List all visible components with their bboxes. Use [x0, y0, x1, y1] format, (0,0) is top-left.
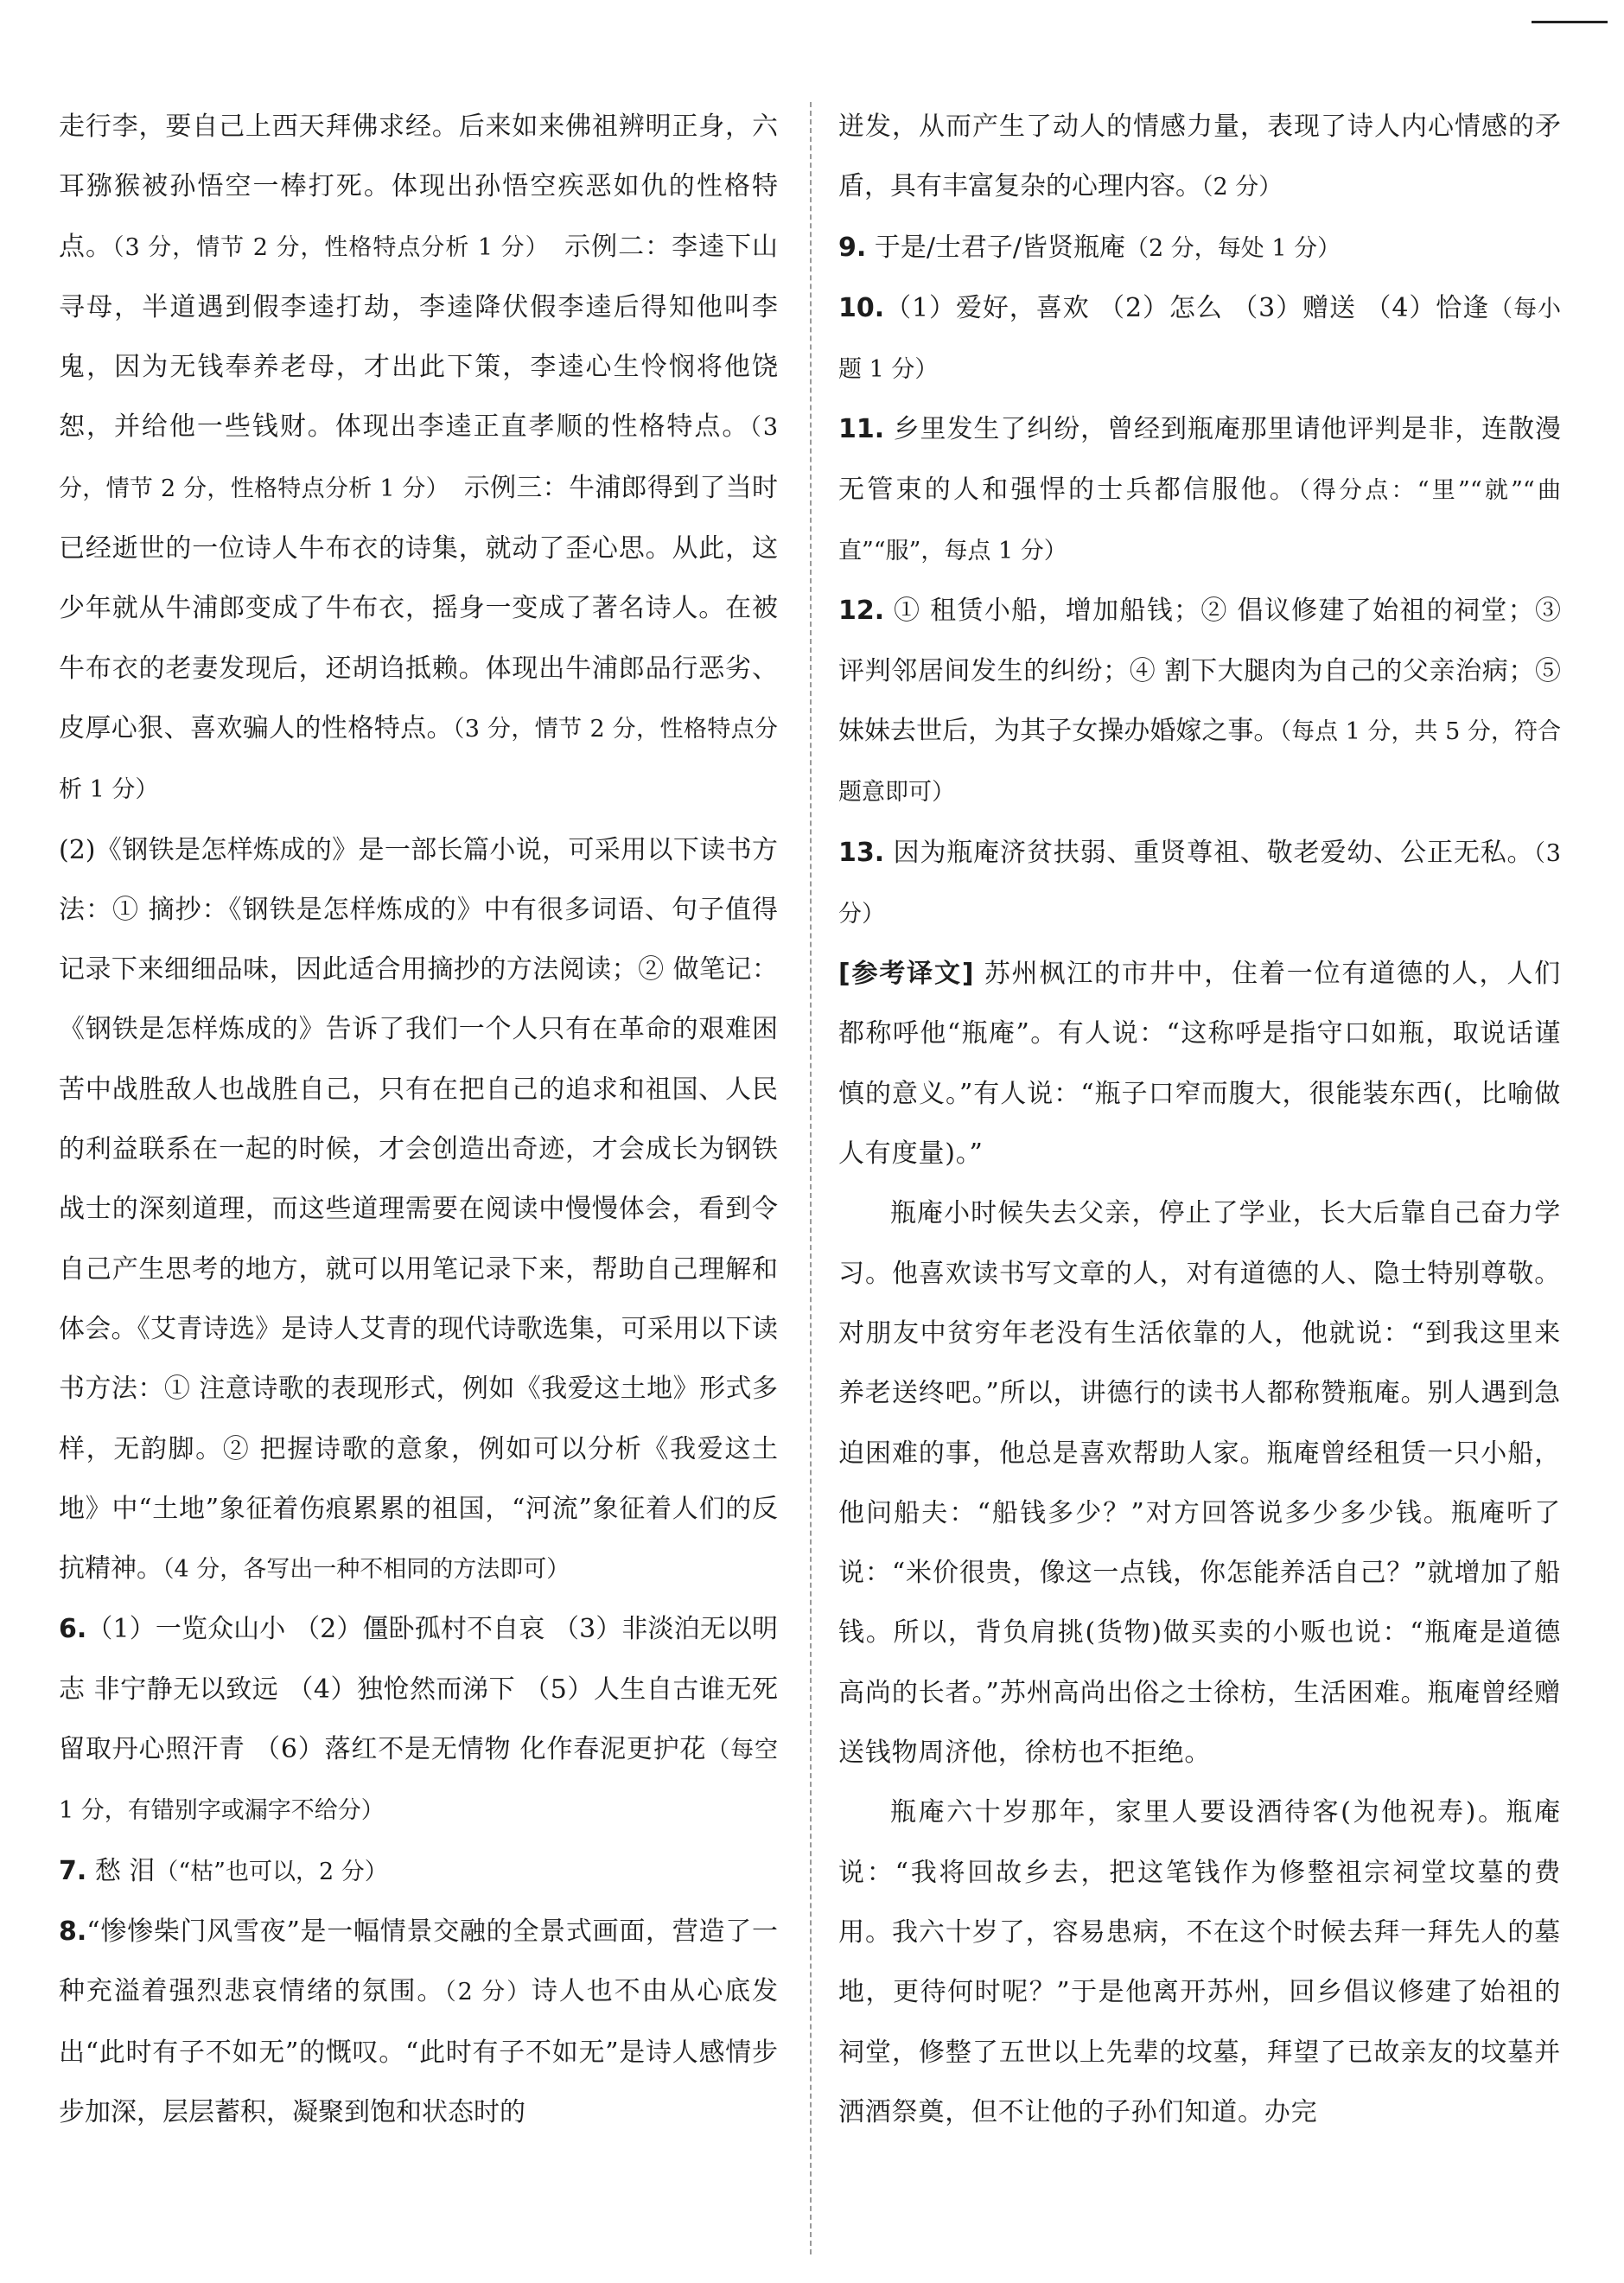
reference-translation-p2: 瓶庵小时候失去父亲，停止了学业，长大后靠自己奋力学习。他喜欢读书写文章的人，对有道德的人、隐士特别尊敬。对朋友中贫穷年老没有生活依靠的人，他就说：“到我这里来养老送终吧。”所以，讲德行的读书人都称赞瓶庵。别人遇到急迫困难的事，他总是喜欢帮助人家。瓶庵曾经租赁一只小船，他问船夫：“船钱多少？”对方回答说多少多少钱。瓶庵听了说：“米价很贵，像这一点钱，你怎能养活自己？”就增加了船钱。所以，背负肩挑(货物)做买卖的小贩也说：“瓶庵是道德高尚的长者。”苏州高尚出俗之士徐枋，生活困难。瓶庵曾经赠送钱物周济他，徐枋也不拒绝。 — [838, 1198, 1561, 1769]
answer-8-cont: 迸发，从而产生了动人的情感力量，表现了诗人内心情感的矛盾，具有丰富复杂的心理内容。（2 分） — [838, 112, 1561, 202]
column-divider — [810, 102, 812, 2254]
top-rule — [1532, 21, 1608, 23]
answer-12: 12. ① 租赁小船，增加船钱；② 倡议修建了始祖的祠堂；③ 评判邻居间发生的纠纷；④ 割下大腿肉为自己的父亲治病；⑤ 妹妹去世后，为其子女操办婚嫁之事。（每点 1 分，共 5 分，符合题意即可） — [838, 596, 1562, 807]
answer-5-2: (2)《钢铁是怎样炼成的》是一部长篇小说，可采用以下读书方法：① 摘抄：《钢铁是怎样炼成的》中有很多词语、句子值得记录下来细细品味，因此适合用摘抄的方法阅读；② 做笔记：《钢铁是怎样炼成的》告诉了我们一个人只有在革命的艰难困苦中战胜敌人也战胜自己，只有在把自己的追求和祖国、人民的利益联系在一起的时候，才会创造出奇迹，才会成长为钢铁战士的深刻道理，而这些道理需要在阅读中慢慢体会，看到令自己产生思考的地方，就可以用笔记录下来，帮助自己理解和体会。《艾青诗选》是诗人艾青的现代诗歌选集，可采用以下读书方法：① 注意诗歌的表现形式，例如《我爱这土地》形式多样，无韵脚。② 把握诗歌的意象，例如可以分析《我爱这土地》中“土地”象征着伤痕累累的祖国，“河流”象征着人们的反抗精神。（4 分，各写出一种不相同的方法即可） — [59, 834, 778, 1585]
reference-translation-p3: 瓶庵六十岁那年，家里人要设酒待客(为他祝寿)。瓶庵说：“我将回故乡去，把这笔钱作为修整祖宗祠堂坟墓的费用。我六十岁了，容易患病，不在这个时候去拜一拜先人的墓地，更待何时呢？”于是他离开苏州，回乡倡议修建了始祖的祠堂，修整了五世以上先辈的坟墓，拜望了已故亲友的坟墓并洒酒祭奠，但不让他的子孙们知道。办完 — [838, 1797, 1561, 2127]
reference-translation-label: [参考译文] — [838, 959, 975, 990]
answer-10: 10.（1）爱好，喜欢 （2）怎么 （3）赠送 （4）恰逢（每小题 1 分） — [838, 292, 1561, 384]
left-column — [59, 97, 778, 2142]
answer-13: 13. 因为瓶庵济贫扶弱、重贤尊祖、敬老爱幼、公正无私。（3 分） — [838, 837, 1561, 928]
answer-9: 9. 于是/士君子/皆贤瓶庵（2 分，每处 1 分） — [838, 232, 1341, 263]
reference-translation-p1: [参考译文] 苏州枫江的市井中，住着一位有道德的人，人们都称呼他“瓶庵”。有人说：“这称呼是指守口如瓶，取说话谨慎的意义。”有人说：“瓶子口窄而腹大，很能装东西(，比喻做人有度量)。” — [838, 959, 1561, 1170]
answer-11: 11. 乡里发生了纠纷，曾经到瓶庵那里请他评判是非，连散漫无管束的人和强悍的士兵都信服他。（得分点：“里”“就”“曲直”“服”，每点 1 分） — [838, 414, 1561, 565]
answer-6: 6.（1）一览众山小 （2）僵卧孤村不自哀 （3）非淡泊无以明志 非宁静无以致远 （4）独怆然而涕下 （5）人生自古谁无死 留取丹心照汗青 （6）落红不是无情物 化作春泥更护花（每空 1 分，有错别字或漏字不给分） — [59, 1614, 778, 1825]
right-column — [838, 97, 1561, 2142]
answer-7: 7. 愁 泪（“枯”也可以，2 分） — [59, 1855, 388, 1886]
example-answers: 走行李，要自己上西天拜佛求经。后来如来佛祖辨明正身，六耳猕猴被孙悟空一棒打死。体现出孙悟空疾恶如仇的性格特点。（3 分，情节 2 分，性格特点分析 1 分） 示例二：李逵下山寻母，半道遇到假李逵打劫，李逵降伏假李逵后得知他叫李鬼，因为无钱奉养老母，才出此下策，李逵心生怜悯将他饶恕，并给他一些钱财。体现出李逵正直孝顺的性格特点。（3 分，情节 2 分，性格特点分析 1 分） 示例三：牛浦郎得到了当时已经逝世的一位诗人牛布衣的诗集，就动了歪心思。从此，这少年就从牛浦郎变成了牛布衣，摇身一变成了著名诗人。在被牛布衣的老妻发现后，还胡诌抵赖。体现出牛浦郎品行恶劣、皮厚心狠、喜欢骗人的性格特点。（3 分，情节 2 分，性格特点分析 1 分） — [59, 112, 779, 804]
answer-8: 8.“惨惨柴门风雪夜”是一幅情景交融的全景式画面，营造了一种充溢着强烈悲哀情绪的氛围。（2 分）诗人也不由从心底发出“此时有子不如无”的慨叹。“此时有子不如无”是诗人感情步步加深，层层蓄积，凝聚到饱和状态时的 — [59, 1916, 779, 2127]
